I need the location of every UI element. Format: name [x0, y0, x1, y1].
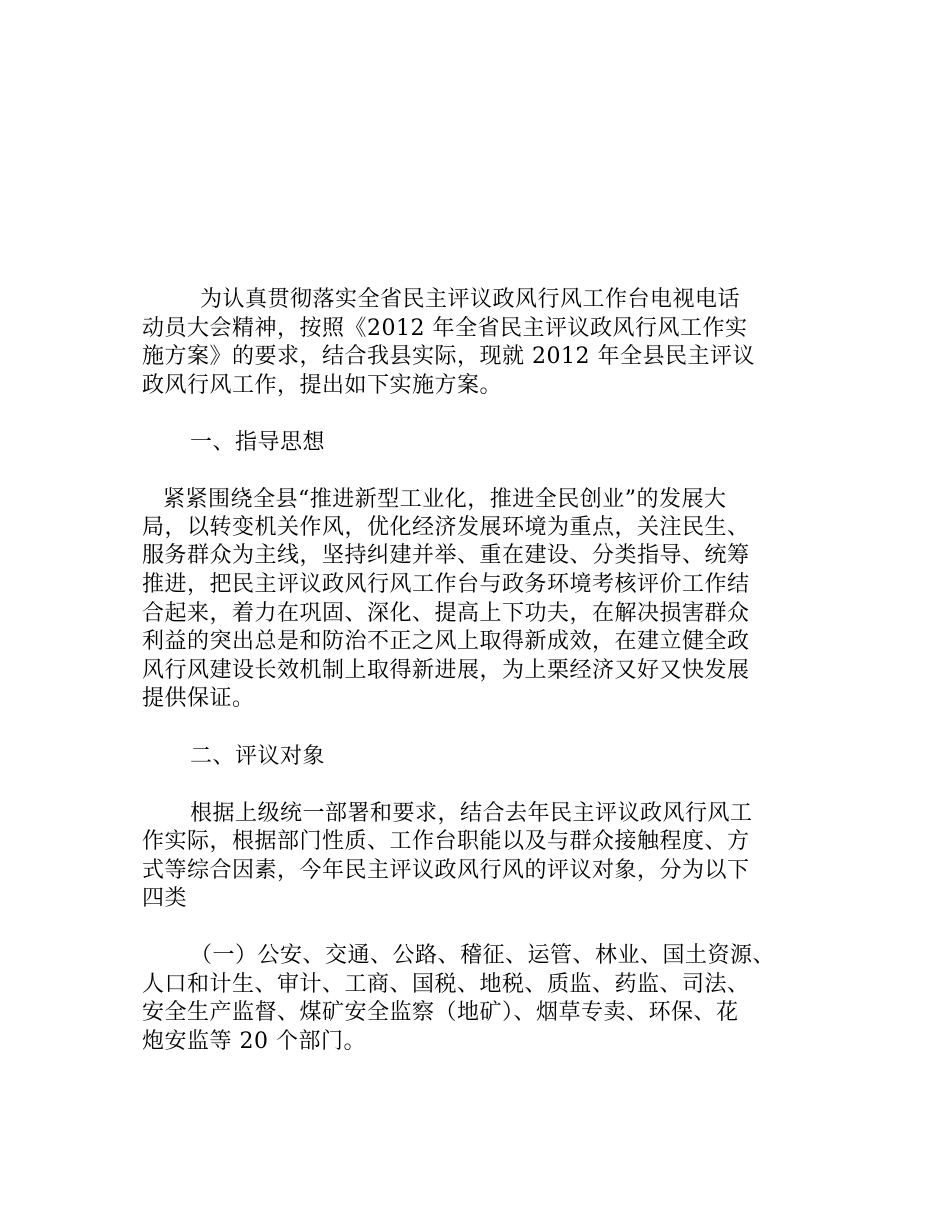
intro-line: 政风行风工作，提出如下实施方案。 [142, 373, 503, 398]
paragraph-line: 合起来，着力在巩固、深化、提高上下功夫，在解决损害群众 [142, 601, 750, 626]
paragraph-line: 式等综合因素，今年民主评议政风行风的评议对象，分为以下 [142, 858, 750, 883]
paragraph-line: （一）公安、交通、公路、稽征、运管、林业、国土资源、 [190, 943, 776, 968]
paragraph-line: 推进，把民主评议政风行风工作台与政务环境考核评价工作结 [142, 572, 750, 597]
paragraph-line: 风行风建设长效机制上取得新进展，为上栗经济又好又快发展 [142, 658, 750, 683]
paragraph-line: 服务群众为主线，坚持纠建并举、重在建设、分类指导、统筹 [142, 543, 750, 568]
intro-line: 动员大会精神，按照《2012 年全省民主评议政风行风工作实 [142, 316, 748, 341]
paragraph-line: 提供保证。 [142, 686, 255, 711]
paragraph-line: 安全生产监督、煤矿安全监察（地矿）、烟草专卖、环保、花 [142, 1000, 739, 1025]
paragraph-line: 四类 [142, 886, 188, 911]
section-heading-guiding-ideology: 一、指导思想 [190, 430, 326, 455]
intro-line: 施方案》的要求，结合我县实际，现就 2012 年全县民主评议 [142, 344, 755, 369]
paragraph-line: 根据上级统一部署和要求，结合去年民主评议政风行风工 [190, 801, 753, 826]
paragraph-line: 局，以转变机关作风，优化经济发展环境为重点，关注民生、 [142, 515, 750, 540]
paragraph-line: 利益的突出总是和防治不正之风上取得新成效，在建立健全政 [142, 629, 750, 654]
section-heading-evaluation-targets: 二、评议对象 [190, 744, 326, 769]
paragraph-line: 紧紧围绕全县“推进新型工业化，推进全民创业”的发展大 [163, 487, 727, 512]
paragraph-line: 炮安监等 20 个部门。 [142, 1029, 366, 1054]
paragraph-line: 人口和计生、审计、工商、国税、地税、质监、药监、司法、 [142, 972, 750, 997]
intro-line: 为认真贯彻落实全省民主评议政风行风工作台电视电话 [200, 287, 741, 312]
paragraph-line: 作实际，根据部门性质、工作台职能以及与群众接触程度、方 [142, 829, 750, 854]
